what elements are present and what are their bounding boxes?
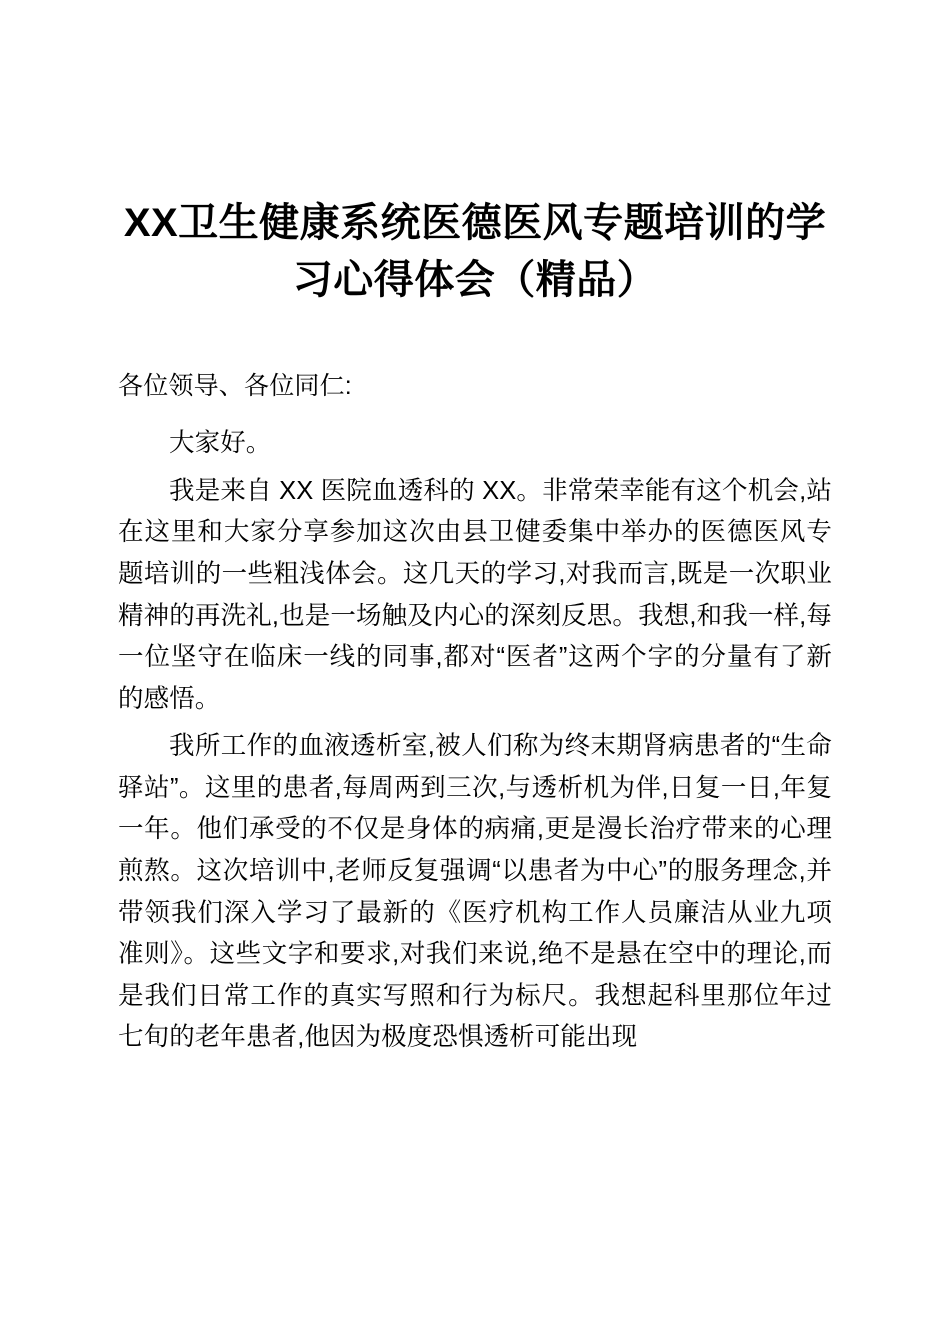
body-paragraph-2: 我是来自 XX 医院血透科的 XX。非常荣幸能有这个机会,站在这里和大家分享参加这次由县卫健委集中举办的医德医风专题培训的一些粗浅体会。这几天的学习,对我而言,既是一次职业精神的再洗礼,也是一场触及内心的深刻反思。我想,和我一样,每一位坚守在临床一线的同事,都对“医者”这两个字的分量有了新的感悟。 <box>118 476 832 713</box>
body-paragraph-3: 我所工作的血液透析室,被人们称为终末期肾病患者的“生命驿站”。这里的患者,每周两到三次,与透析机为伴,日复一日,年复一年。他们承受的不仅是身体的病痛,更是漫长治疗带来的心理煎熬。这次培训中,老师反复强调“以患者为中心”的服务理念,并带领我们深入学习了最新的《医疗机构工作人员廉洁从业九项准则》。这些文字和要求,对我们来说,绝不是悬在空中的理论,而是我们日常工作的真实写照和行为标尺。我想起科里那位年过七旬的老年患者,他因为极度恐惧透析可能出现 <box>118 732 832 1052</box>
salutation-line: 各位领导、各位同仁: <box>118 371 352 400</box>
body-paragraph-1: 大家好。 <box>169 429 272 458</box>
page-title: XX卫生健康系统医德医风专题培训的学习心得体会（精品） <box>123 201 827 302</box>
